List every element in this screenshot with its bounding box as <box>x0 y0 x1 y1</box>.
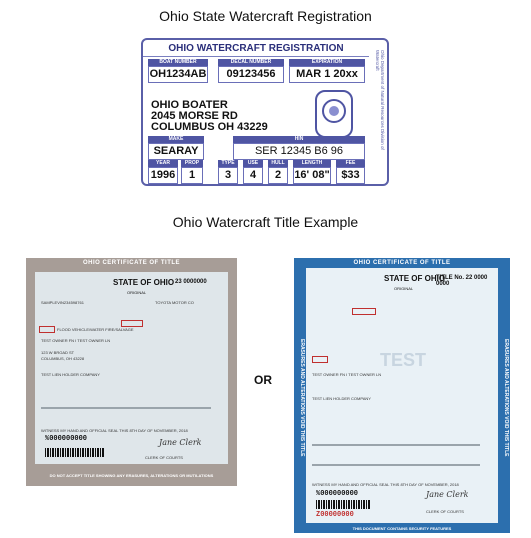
certificate-right-clerk: CLERK OF COURTS <box>426 509 464 514</box>
hin-label: HIN <box>233 136 365 143</box>
expiration-label: EXPIRATION <box>289 59 365 66</box>
brand-highlight <box>352 308 376 315</box>
certificate-right-paper <box>306 268 498 523</box>
decal-number: 09123456 <box>218 66 284 83</box>
use: 4 <box>243 167 263 184</box>
certificate-right-side-right: ERASURES AND ALTERATIONS VOID THIS TITLE <box>503 339 509 457</box>
brand-highlight <box>121 320 143 327</box>
use-label: USE <box>243 160 263 167</box>
type: 3 <box>218 167 238 184</box>
certificate-left-flood: FLOOD VEHICLE/WATER FIRE/SALVAGE <box>57 327 134 332</box>
certificate-left-city: COLUMBUS, OH 43228 <box>41 356 85 361</box>
certificate-right-witness: WITNESS MY HAND AND OFFICIAL SEAL THIS 8TH DAY OF NOVEMBER, 2018 <box>312 482 459 487</box>
owner-city: COLUMBUS OH 43229 <box>151 121 268 133</box>
barcode <box>45 448 105 457</box>
certificate-left-make: TOYOTA MOTOR CO <box>155 300 194 305</box>
prop-label: PROP <box>181 160 203 167</box>
certificate-right-original: ORIGINAL <box>394 286 414 291</box>
certificate-right-header: OHIO CERTIFICATE OF TITLE <box>353 260 451 266</box>
certificate-right-footer: THIS DOCUMENT CONTAINS SECURITY FEATURES <box>352 526 452 531</box>
certificate-left-paper <box>35 272 228 464</box>
certificate-left-state: STATE OF OHIO <box>113 278 175 287</box>
prop: 1 <box>181 167 203 184</box>
certificate-left-signature: Jane Clerk <box>159 438 202 447</box>
certificate-right-owner: TEST OWNER FN I TEST OWNER LN <box>312 372 382 377</box>
certificate-left-clerk: CLERK OF COURTS <box>145 455 183 460</box>
length-label: LENGTH <box>293 160 331 167</box>
registration-heading: Ohio State Watercraft Registration <box>159 8 372 24</box>
certificate-left-lien: TEST LIEN HOLDER COMPANY <box>41 372 100 377</box>
fee: $33 <box>336 167 365 184</box>
year-label: YEAR <box>148 160 178 167</box>
certificate-right-state: STATE OF OHIO <box>384 274 446 283</box>
fee-label: FEE <box>336 160 365 167</box>
certificate-left-original: ORIGINAL <box>127 290 147 295</box>
brand-highlight <box>39 326 55 333</box>
certificate-right-serial-2: Z00000000 <box>316 511 354 519</box>
registration-card-title: OHIO WATERCRAFT REGISTRATION <box>143 43 369 57</box>
certificate-left <box>26 258 237 486</box>
make-label: MAKE <box>148 136 204 143</box>
certificate-left-footer: DO NOT ACCEPT TITLE SHOWING ANY ERASURES, ALTERATIONS OR MUTILATIONS <box>49 473 214 478</box>
owner-name: OHIO BOATER <box>151 99 228 111</box>
certificate-left-serial: %000000000 <box>45 435 88 443</box>
certificate-right-signature: Jane Clerk <box>426 490 469 499</box>
divider <box>312 444 480 446</box>
hin: SER 12345 B6 96 <box>233 143 365 160</box>
certificate-left-title-number: 23 0000000 <box>175 279 207 285</box>
certificate-right-lien: TEST LIEN HOLDER COMPANY <box>312 396 371 401</box>
divider <box>41 407 211 409</box>
certificate-left-owner: TEST OWNER FN I TEST OWNER LN <box>41 338 111 343</box>
certificate-right-serial: %000000000 <box>316 490 359 498</box>
odnr-seal-icon <box>315 90 353 138</box>
certificate-right <box>294 258 510 533</box>
certificate-right-title-number: TITLE No. 22 0000 0000 <box>436 275 488 287</box>
divider <box>312 464 480 466</box>
barcode <box>316 500 370 509</box>
brand-highlight <box>312 356 328 363</box>
registration-card <box>141 38 389 186</box>
certificate-left-header: OHIO CERTIFICATE OF TITLE <box>82 260 181 266</box>
decal-number-label: DECAL NUMBER <box>218 59 284 66</box>
certificate-left-vin: SAMPLEVIN234598761 <box>41 300 84 305</box>
length: 16' 08" <box>293 167 331 184</box>
hull-label: HULL <box>268 160 288 167</box>
expiration: MAR 1 20xx <box>289 66 365 83</box>
make: SEARAY <box>148 143 204 160</box>
title-heading: Ohio Watercraft Title Example <box>172 214 359 230</box>
boat-number: OH1234AB <box>148 66 208 83</box>
type-label: TYPE <box>218 160 238 167</box>
owner-street: 2045 MORSE RD <box>151 110 238 122</box>
certificate-right-side-left: ERASURES AND ALTERATIONS VOID THIS TITLE <box>299 339 305 457</box>
year: 1996 <box>148 167 178 184</box>
certificate-left-witness: WITNESS MY HAND AND OFFICIAL SEAL THIS 8TH DAY OF NOVEMBER, 2018 <box>41 428 188 433</box>
boat-number-label: BOAT NUMBER <box>148 59 208 66</box>
or-label: OR <box>254 373 272 387</box>
registration-side-text: Ohio Department of Natural Resources Division of Watercraft <box>375 50 385 150</box>
hull: 2 <box>268 167 288 184</box>
certificate-left-address: 123 W BROAD ST <box>41 350 75 355</box>
certificate-right-test-watermark: TEST <box>380 350 427 370</box>
